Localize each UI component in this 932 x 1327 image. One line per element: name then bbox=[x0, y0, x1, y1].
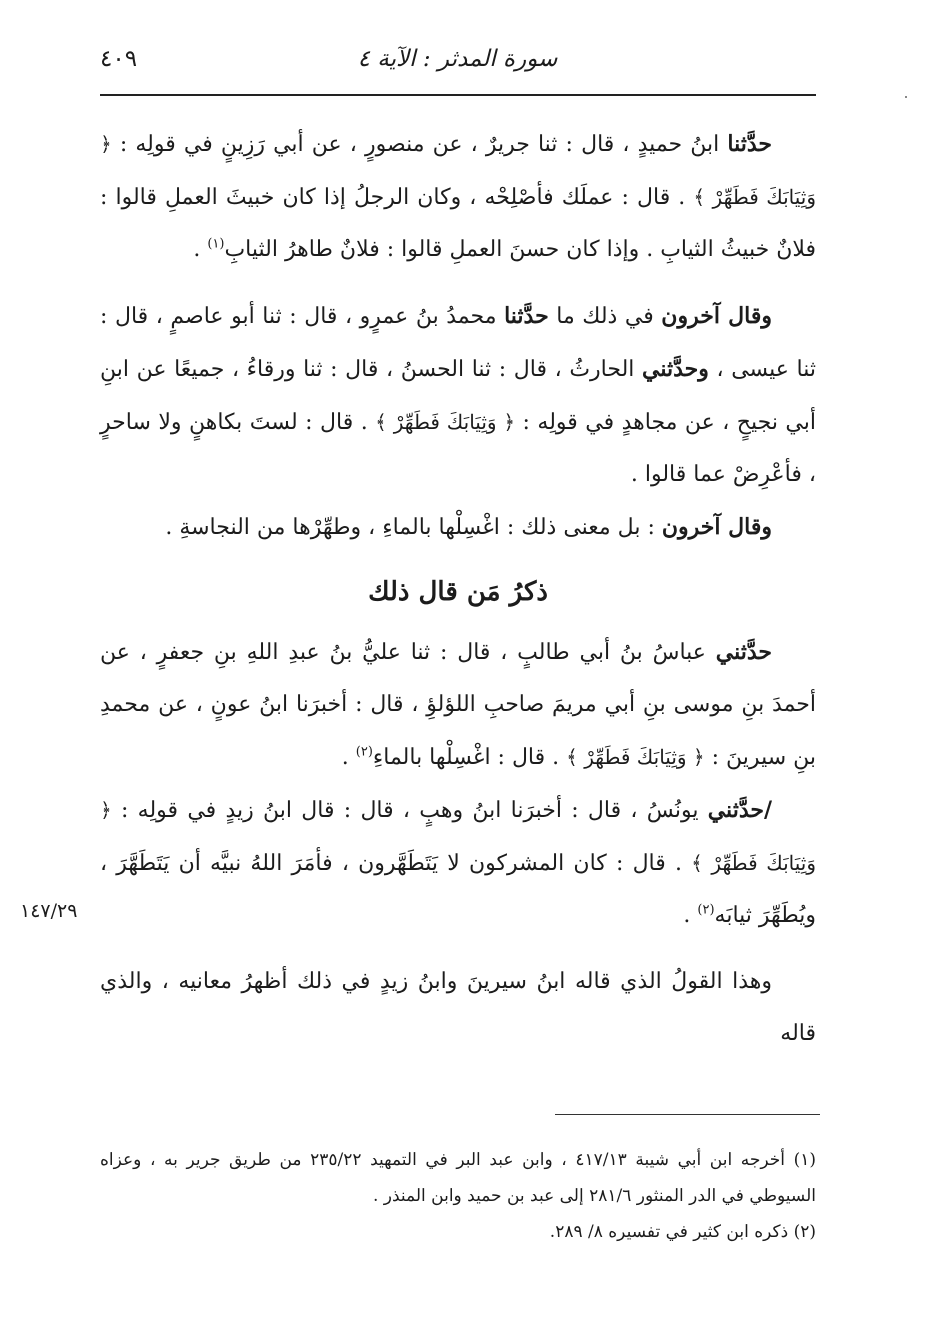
paragraph-text: الحارثُ ، قال : ثنا الحسنُ ، قال : ثنا ورقاءُ ، جميعًا عن ابنِ أبي نجيحٍ ، عن مجاهدٍ في قولِه : bbox=[100, 357, 816, 435]
footnote-2: (٢) ذكره ابن كثير في تفسيره ٨/ ٢٨٩. bbox=[549, 1222, 816, 1242]
footnote-marker[interactable]: (٢) bbox=[355, 744, 373, 760]
paragraph-text: وهذا القولُ الذي قاله ابنُ سيرينَ وابنُ زيدٍ في ذلك أظهرُ معانيه ، والذي قاله bbox=[100, 969, 816, 1046]
paragraph-gap bbox=[100, 276, 816, 290]
paragraph-end: . bbox=[193, 237, 208, 262]
narration-lead: وقال آخرون bbox=[661, 303, 772, 329]
paragraph-text: عباسُ بنُ أبي طالبٍ ، قال : ثنا عليُّ بنُ عبدِ اللهِ بنِ جعفرٍ ، عن أحمدَ بنِ موسى بنِ أبي مريمَ صاحبِ اللؤلؤِ ، قال : أخبرَنا ابنُ عونٍ ، عن محمدِ بنِ سيرينَ : bbox=[100, 640, 816, 770]
paragraph-text: : بل معنى ذلك : اغْسِلْها بالماءِ ، وطهِّرْها من النجاسةِ . bbox=[165, 515, 662, 540]
quran-verse: ﴿ وَثِيَابَكَ فَطَهِّرْ ﴾ bbox=[375, 410, 516, 434]
paragraph-text: يونُسُ ، قال : أخبرَنا ابنُ وهبٍ ، قال : قال ابنُ زيدٍ في قولِه : bbox=[111, 798, 708, 823]
paragraph-3 bbox=[100, 501, 816, 554]
paragraph-2 bbox=[100, 290, 816, 501]
paragraph-text: . قال : عملَك فأصْلِحْه ، وكان الرجلُ إذا كان خبيثَ العملِ قالوا : فلانٌ خبيثُ الثيابِ . وإذا كان حسنَ العملِ قالوا : فلانٌ طاهرُ الثيابِ bbox=[100, 185, 816, 262]
footnote-marker[interactable]: (١) bbox=[207, 236, 225, 252]
page-header bbox=[100, 40, 815, 90]
narration-lead: حدَّثنا bbox=[504, 303, 549, 329]
quran-verse: ﴿ وَثِيَابَكَ فَطَهِّرْ ﴾ bbox=[566, 745, 705, 769]
paragraph-end: . bbox=[341, 745, 356, 770]
paragraph-5 bbox=[100, 784, 816, 942]
page-number: ٤٠٩ bbox=[100, 46, 138, 72]
paragraph-text: ابنُ حميدٍ ، قال : ثنا جريرٌ ، عن منصورٍ ، عن أبي رَزِينٍ في قولِه : bbox=[111, 132, 728, 157]
margin-reference: ١٤٧/٢٩ bbox=[20, 900, 78, 922]
footnote-rule bbox=[555, 1114, 820, 1115]
narration-lead: حدَّثني bbox=[715, 639, 772, 665]
paragraph-text: . قال : كان المشركون لا يَتَطَهَّرون ، فأمَرَ اللهُ نبيَّه أن يَتَطَهَّرَ ، ويُطَهِّرَ ثيابَه bbox=[100, 851, 816, 928]
paragraph-gap bbox=[100, 942, 816, 956]
paragraph-4 bbox=[100, 626, 816, 784]
header-rule bbox=[100, 94, 816, 96]
narration-lead: وحدَّثني bbox=[642, 356, 709, 382]
footnote-marker[interactable]: (٢) bbox=[697, 902, 715, 918]
narration-lead: وقال آخرون bbox=[661, 514, 772, 540]
paragraph-text: في ذلك ما bbox=[548, 304, 662, 329]
main-text bbox=[100, 118, 816, 1060]
quran-verse: ﴿ وَثِيَابَكَ فَطَهِّرْ ﴾ bbox=[100, 132, 817, 209]
paragraph-end: . bbox=[683, 903, 698, 928]
running-title: سورة المدثر : الآية ٤ bbox=[357, 46, 558, 72]
paragraph-text: . قال : اغْسِلْها بالماءِ bbox=[372, 745, 567, 770]
narration-lead: /حدَّثني bbox=[707, 797, 772, 823]
footnotes bbox=[100, 1142, 816, 1250]
paragraph-text: . قال : لستَ بكاهنٍ ولا ساحرٍ ، فأعْرِضْ عما قالوا . bbox=[100, 410, 816, 487]
quran-verse: ﴿ وَثِيَابَكَ فَطَهِّرْ ﴾ bbox=[100, 798, 816, 875]
paragraph-1 bbox=[100, 118, 816, 276]
section-heading: ذكرُ مَن قال ذلك bbox=[368, 577, 548, 607]
paragraph-6 bbox=[100, 956, 816, 1060]
scan-speck bbox=[905, 96, 907, 98]
narration-lead: حدَّثنا bbox=[727, 131, 772, 157]
footnote-1: (١) أخرجه ابن أبي شيبة ٤١٧/١٣ ، وابن عبد البر في التمهيد ٢٣٥/٢٢ من طريق جرير به ، وعزاه السيوطي في الدر المنثور ٢٨١/٦ إلى عبد بن حميد وابن المنذر . bbox=[100, 1150, 816, 1206]
paragraph-text: محمدُ بنُ عمرٍو ، قال : ثنا أبو عاصمٍ ، قال : ثنا عيسى ، bbox=[100, 304, 816, 382]
